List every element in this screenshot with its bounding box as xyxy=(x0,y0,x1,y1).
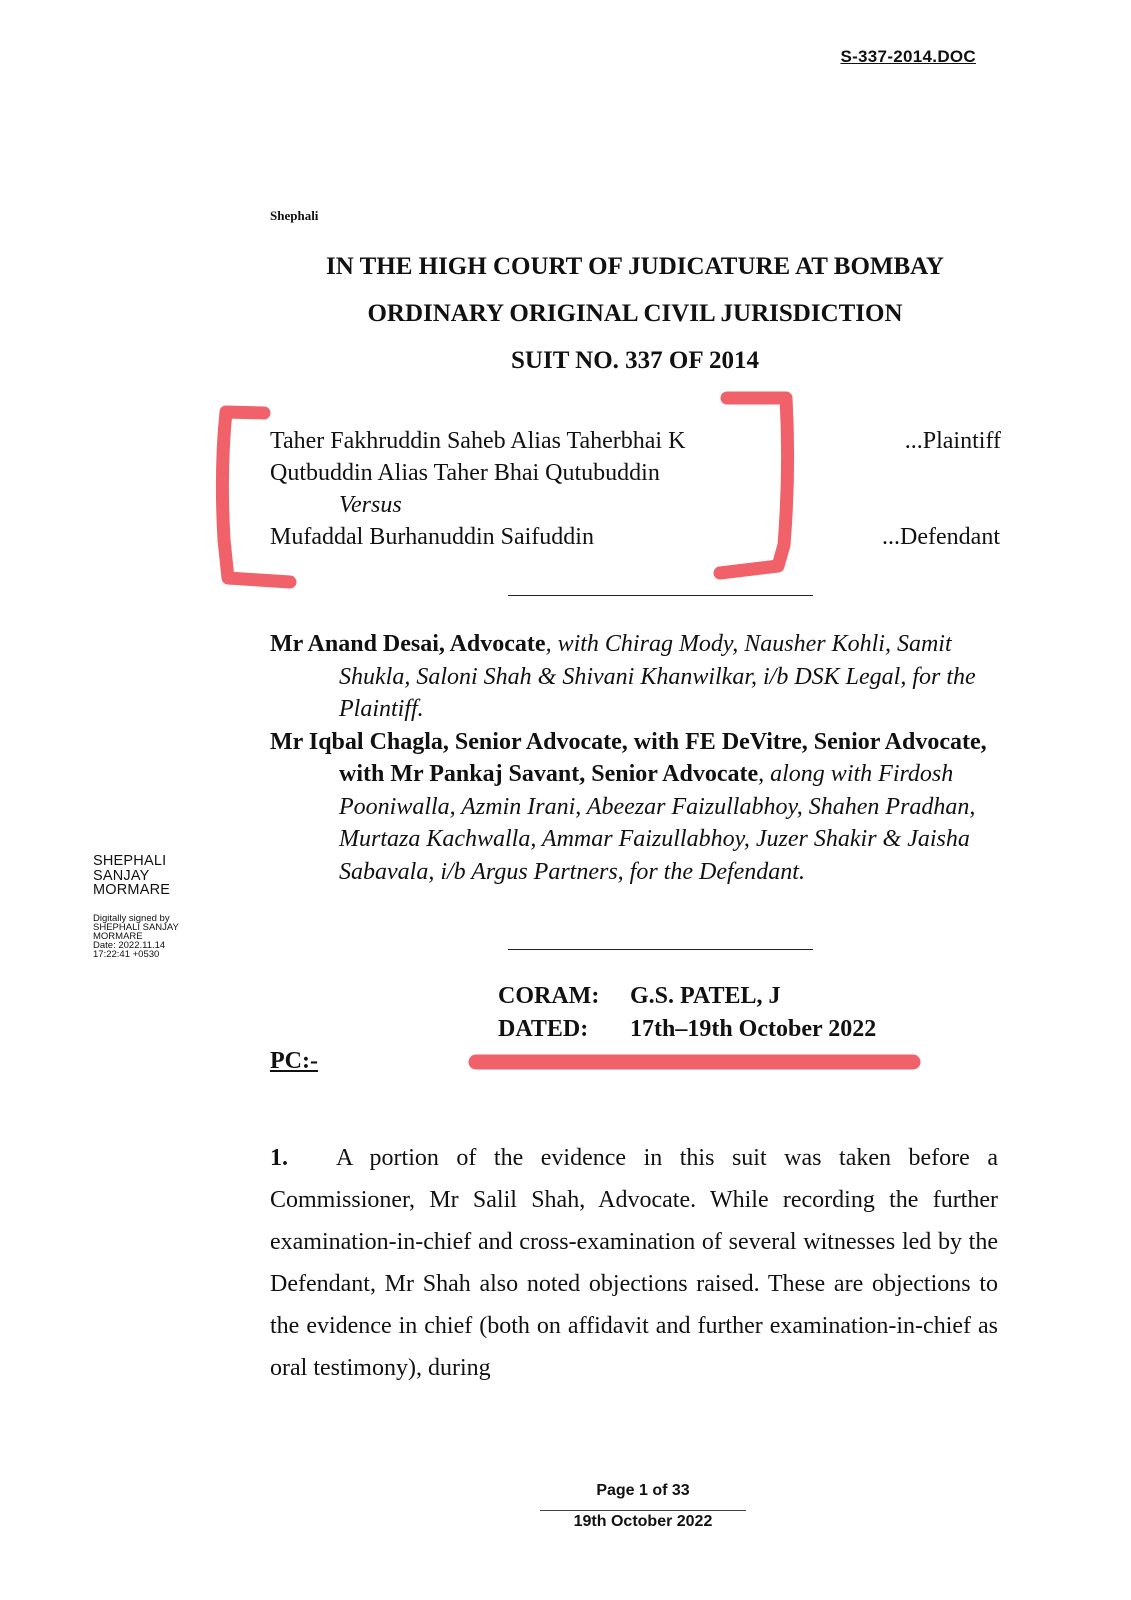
defendant-counsel-team: , along with Firdosh Pooniwalla, Azmin Irani, Abeezar Faizullabhoy, Shahen Pradhan, Murtaza Kachwalla, Ammar Faizullabhoy, Juzer Shakir & Jaisha Sabavala, i/b Argus Partners, for the Defendant. xyxy=(339,761,976,885)
defendant-counsel xyxy=(270,726,990,889)
digital-signature-details xyxy=(93,914,179,959)
defendant-counsel-lead: Mr Iqbal Chagla, Senior Advocate, with FE DeVitre, Senior Advocate, with Mr Pankaj Savant, Senior Advocate xyxy=(270,728,987,787)
footer-date: 19th October 2022 xyxy=(573,1513,713,1530)
signed-by-name-line1: SHEPHALI SANJAY xyxy=(93,922,179,933)
signer-name-line1: SHEPHALI xyxy=(93,853,167,869)
dated-label: DATED: xyxy=(498,1015,589,1042)
plaintiff-counsel xyxy=(270,628,990,726)
signer-name-line3: MORMARE xyxy=(93,882,171,898)
suit-number: SUIT NO. 337 OF 2014 xyxy=(511,347,759,374)
coram-label: CORAM: xyxy=(498,983,600,1009)
pc-label: PC:- xyxy=(270,1048,318,1074)
signed-by-name-line2: MORMARE xyxy=(93,931,143,942)
dated-value: 17th–19th October 2022 xyxy=(630,1015,877,1042)
divider-bottom xyxy=(508,949,813,950)
signed-time: 17:22:41 +0530 xyxy=(93,949,160,960)
plaintiff-name-line2: Qutbuddin Alias Taher Bhai Qutubuddin xyxy=(270,460,660,486)
footer-divider xyxy=(540,1510,746,1511)
plaintiff-name-line1: Taher Fakhruddin Saheb Alias Taherbhai K xyxy=(270,428,686,454)
versus-label: Versus xyxy=(339,492,402,518)
plaintiff-role: ...Plaintiff xyxy=(904,428,1001,454)
plaintiff-counsel-lead: Mr Anand Desai, Advocate xyxy=(270,631,546,657)
stenographer-initials: Shephali xyxy=(270,208,319,223)
jurisdiction-title: ORDINARY ORIGINAL CIVIL JURISDICTION xyxy=(367,300,903,327)
signer-name-line2: SANJAY xyxy=(93,867,150,884)
divider-top xyxy=(508,595,813,596)
paragraph-number: 1. xyxy=(270,1145,288,1171)
coram-block xyxy=(498,980,876,1045)
counsel-block xyxy=(270,628,990,888)
coram-judge: G.S. PATEL, J xyxy=(630,983,781,1009)
defendant-role: ...Defendant xyxy=(882,524,1000,550)
plaintiff-counsel-team: , with Chirag Mody, Nausher Kohli, Samit Shukla, Saloni Shah & Shivani Khanwilkar, i/b DSK Legal, for the Plaintiff. xyxy=(339,631,976,722)
paragraph-1 xyxy=(270,1137,998,1389)
paragraph-text: A portion of the evidence in this suit was taken before a Commissioner, Mr Salil Shah, Advocate. While recording the further examination-in-chief and cross-examination of several witnesses led by the Defendant, Mr Shah also noted objections raised. These are objections to the evidence in chief (both on affidavit and further examination-in-chief as oral testimony), during xyxy=(270,1145,998,1381)
signer-name xyxy=(93,854,170,898)
court-title: IN THE HIGH COURT OF JUDICATURE AT BOMBAY xyxy=(326,253,944,280)
page-number: Page 1 of 33 xyxy=(596,1482,690,1499)
right-bracket-mark xyxy=(720,398,788,573)
signed-date: Date: 2022.11.14 xyxy=(93,940,166,951)
defendant-name: Mufaddal Burhanuddin Saifuddin xyxy=(270,524,594,550)
document-reference: S-337-2014.DOC xyxy=(840,47,976,66)
signed-by-label: Digitally signed by xyxy=(93,913,170,924)
